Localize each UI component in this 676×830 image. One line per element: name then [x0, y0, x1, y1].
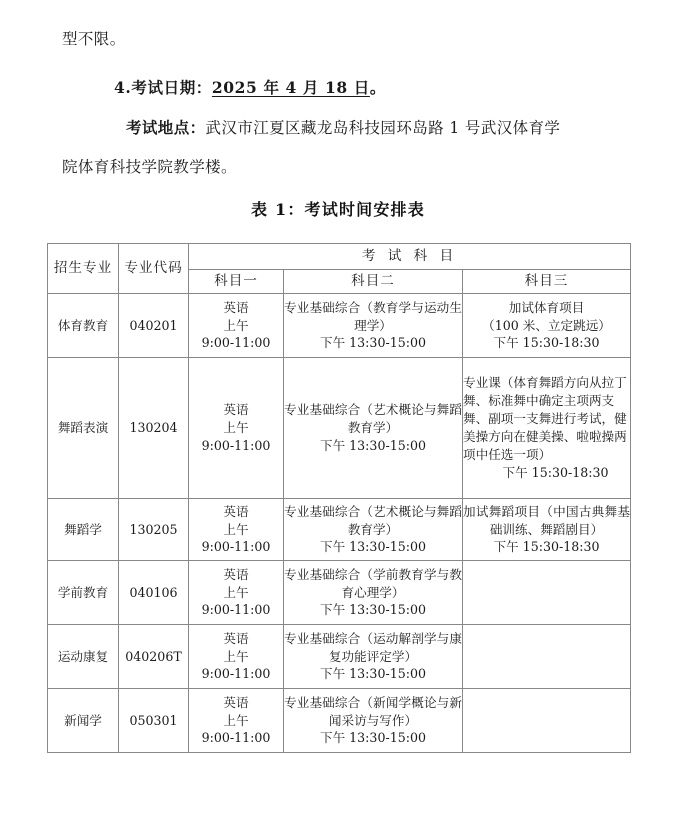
exam-location-label: 考试地点： — [126, 118, 206, 137]
cell-major: 新闻学 — [48, 689, 119, 753]
exam-date-period: 。 — [369, 78, 386, 97]
schedule-table-wrapper — [47, 243, 630, 753]
exam-date-label: 考试日期： — [131, 78, 212, 97]
table-body — [48, 294, 631, 753]
cell-subject-1 — [189, 625, 284, 689]
cell-major: 学前教育 — [48, 561, 119, 625]
cell-subject-1 — [189, 561, 284, 625]
subject1-session: 上午 — [223, 521, 249, 537]
subject1-time: 9:00-11:00 — [201, 437, 271, 453]
cell-major-code: 050301 — [119, 689, 189, 753]
subject3-name: 专业课（体育舞蹈方向从拉丁舞、标准舞中确定主项两支舞、副项一支舞进行考试，健美操方向在健美操、啦啦操两项中任选一项） — [463, 375, 627, 462]
cell-subject-1 — [189, 294, 284, 358]
subject1-time: 9:00-11:00 — [201, 730, 271, 746]
cell-subject-2 — [284, 358, 463, 499]
cell-major-code: 040106 — [119, 561, 189, 625]
cell-subject-3 — [463, 625, 631, 689]
list-number: 4. — [114, 78, 132, 97]
paragraph-continued — [62, 32, 126, 48]
cell-subject-1 — [189, 689, 284, 753]
subject3-name2: （100 米、立定跳远） — [482, 317, 611, 333]
table-row — [48, 499, 631, 561]
table-head — [48, 244, 631, 294]
subject2-time: 下午 13:30-15:00 — [319, 335, 427, 351]
table-row — [48, 294, 631, 358]
exam-location-line1: 武汉市江夏区藏龙岛科技园环岛路 1 号武汉体育学 — [205, 119, 561, 137]
table-row — [48, 561, 631, 625]
header-exam-subjects-group: 考 试 科 目 — [189, 244, 631, 270]
subject1-name: 英语 — [223, 503, 249, 519]
subject3-name: 加试舞蹈项目（中国古典舞基础训练、舞蹈剧目） — [463, 503, 631, 537]
cell-major: 舞蹈表演 — [48, 358, 119, 499]
table-row — [48, 689, 631, 753]
subject1-name: 英语 — [223, 566, 249, 582]
cell-subject-1 — [189, 358, 284, 499]
cell-subject-2 — [284, 294, 463, 358]
continued-text: 型不限。 — [62, 30, 126, 48]
subject3-time: 下午 15:30-18:30 — [502, 464, 609, 480]
cell-subject-2 — [284, 625, 463, 689]
subject2-time: 下午 13:30-15:00 — [319, 437, 427, 453]
subject2-time: 下午 13:30-15:00 — [319, 730, 427, 746]
cell-subject-3 — [463, 358, 631, 499]
subject1-time: 9:00-11:00 — [201, 666, 271, 682]
subject2-name: 专业基础综合（艺术概论与舞蹈教育学） — [284, 402, 462, 436]
header-subject-2: 科目二 — [284, 270, 463, 294]
header-major: 招生专业 — [48, 244, 119, 294]
subject2-name: 专业基础综合（教育学与运动生理学） — [284, 299, 462, 333]
cell-major: 舞蹈学 — [48, 499, 119, 561]
subject1-session: 上午 — [223, 648, 249, 664]
subject1-time: 9:00-11:00 — [201, 602, 271, 618]
cell-subject-3 — [463, 499, 631, 561]
header-subject-1: 科目一 — [189, 270, 284, 294]
table-caption: 表 1：考试时间安排表 — [251, 200, 425, 219]
cell-major: 运动康复 — [48, 625, 119, 689]
subject1-name: 英语 — [223, 630, 249, 646]
cell-major: 体育教育 — [48, 294, 119, 358]
subject2-name: 专业基础综合（艺术概论与舞蹈教育学） — [284, 503, 462, 537]
cell-subject-2 — [284, 561, 463, 625]
exam-date-value: 2025 年 4 月 18 日 — [211, 78, 370, 97]
subject3-time: 下午 15:30-18:30 — [493, 539, 600, 555]
cell-major-code: 130205 — [119, 499, 189, 561]
table-row — [48, 358, 631, 499]
subject1-time: 9:00-11:00 — [201, 539, 271, 555]
subject2-time: 下午 13:30-15:00 — [319, 539, 427, 555]
subject1-session: 上午 — [223, 317, 249, 333]
subject3-time: 下午 15:30-18:30 — [493, 335, 600, 351]
subject1-session: 上午 — [223, 584, 249, 600]
subject1-name: 英语 — [223, 694, 249, 710]
subject2-name: 专业基础综合（运动解剖学与康复功能评定学） — [284, 630, 462, 664]
subject1-session: 上午 — [223, 420, 249, 436]
cell-subject-3 — [463, 294, 631, 358]
subject1-time: 9:00-11:00 — [201, 335, 271, 351]
subject1-name: 英语 — [223, 299, 249, 315]
cell-major-code: 040201 — [119, 294, 189, 358]
table-row — [48, 625, 631, 689]
exam-location-line2: 院体育科技学院教学楼。 — [62, 158, 237, 176]
paragraph-exam-location-line2 — [62, 160, 237, 176]
subject2-time: 下午 13:30-15:00 — [319, 602, 427, 618]
table-header-row-top — [48, 244, 631, 270]
cell-subject-1 — [189, 499, 284, 561]
paragraph-exam-location-line1 — [126, 120, 560, 137]
cell-subject-3 — [463, 561, 631, 625]
subject2-name: 专业基础综合（学前教育学与教育心理学） — [284, 566, 462, 600]
header-subject-3: 科目三 — [463, 270, 631, 294]
cell-subject-3 — [463, 689, 631, 753]
subject2-time: 下午 13:30-15:00 — [319, 666, 427, 682]
header-major-code: 专业代码 — [119, 244, 189, 294]
subject2-name: 专业基础综合（新闻学概论与新闻采访与写作） — [284, 694, 462, 728]
cell-subject-2 — [284, 499, 463, 561]
cell-major-code: 130204 — [119, 358, 189, 499]
subject1-name: 英语 — [223, 402, 249, 418]
paragraph-exam-date — [114, 80, 386, 96]
cell-subject-2 — [284, 689, 463, 753]
cell-major-code: 040206T — [119, 625, 189, 689]
subject1-session: 上午 — [223, 712, 249, 728]
exam-schedule-table — [47, 243, 631, 753]
subject3-name: 加试体育项目 — [508, 299, 585, 315]
